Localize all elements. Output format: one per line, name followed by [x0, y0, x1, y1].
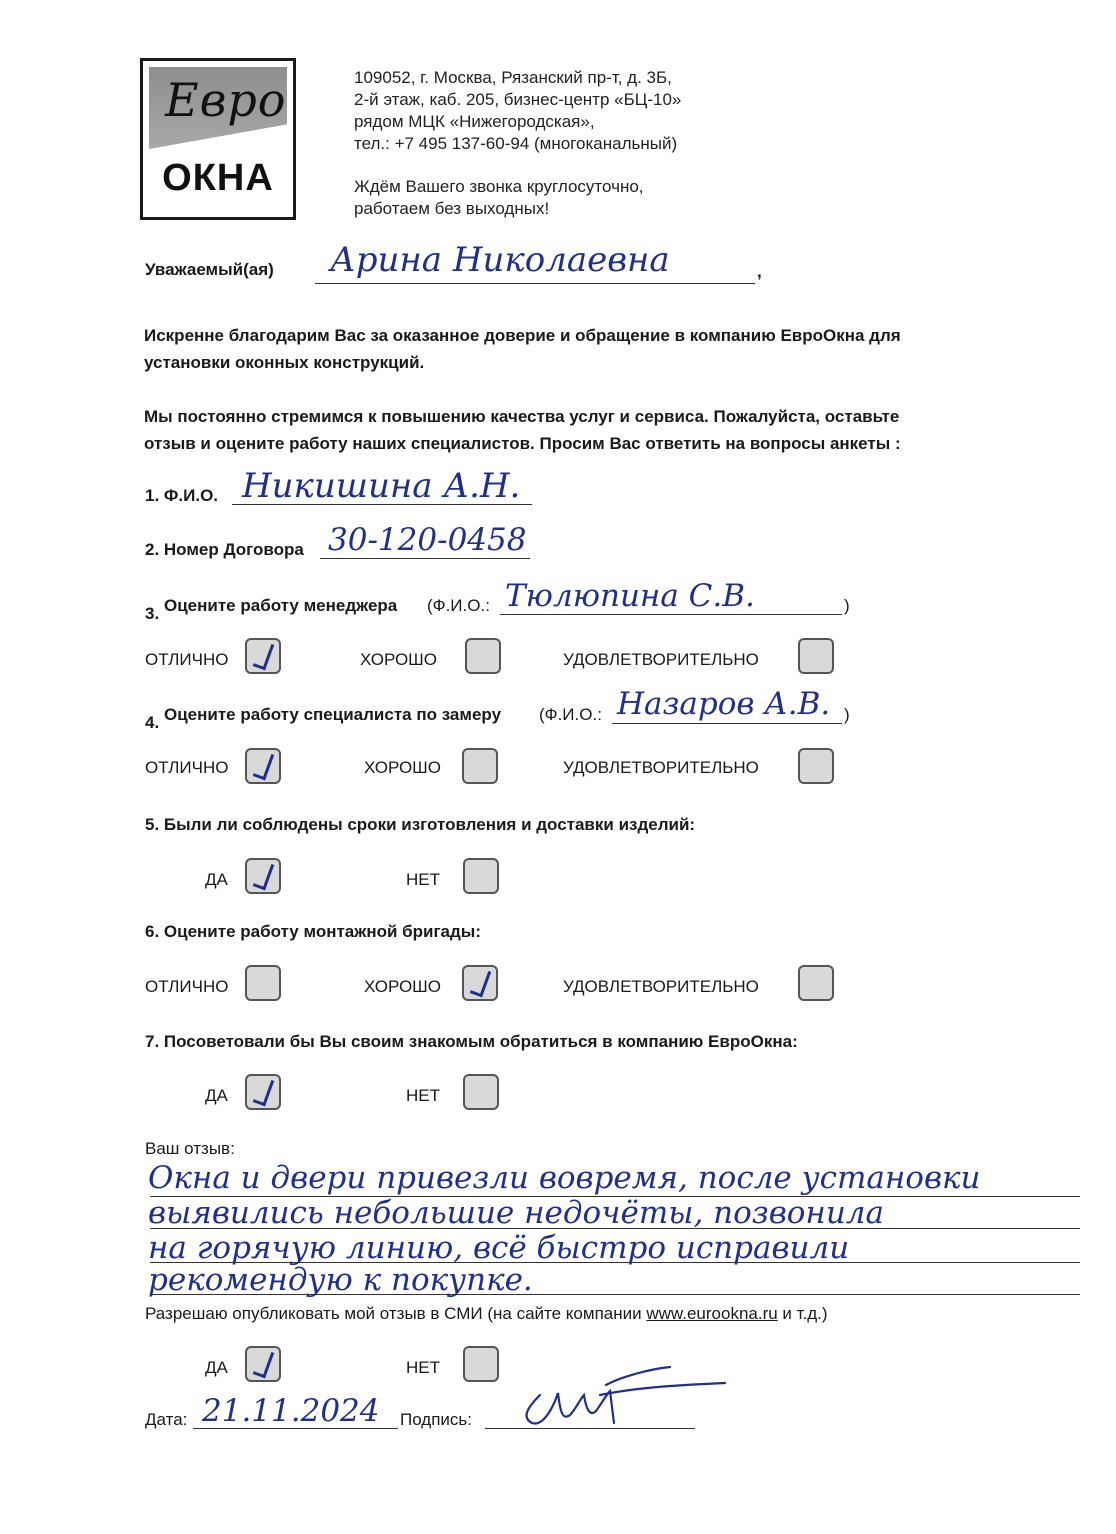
- q6-option-excellent-label: ОТЛИЧНО: [145, 977, 229, 996]
- q3-number: 3.: [145, 604, 160, 623]
- publish-option-no-label: НЕТ: [406, 1358, 440, 1377]
- review-text-line-3: на горячую линию, всё быстро исправили: [148, 1230, 850, 1266]
- q1-fio-handwritten: Никишина А.Н.: [242, 466, 521, 506]
- signature-scribble: [510, 1355, 730, 1435]
- publish-option-yes-label: ДА: [205, 1358, 228, 1377]
- q4-fio-label: (Ф.И.О.:: [539, 705, 602, 724]
- company-logo: [140, 58, 296, 220]
- intro-p1-line1: Искренне благодарим Вас за оказанное доверие и обращение в компанию ЕвроОкна для: [144, 326, 901, 345]
- q7-option-yes-label: ДА: [205, 1086, 228, 1105]
- q4-option-excellent-label: ОТЛИЧНО: [145, 758, 229, 777]
- intro-p2-line1: Мы постоянно стремимся к повышению качества услуг и сервиса. Пожалуйста, оставьте: [144, 407, 900, 426]
- publish-checkbox-no[interactable]: [463, 1346, 499, 1382]
- q6-checkbox-good[interactable]: [462, 965, 498, 1001]
- q4-option-good-label: ХОРОШО: [364, 758, 441, 777]
- q4-specialist-handwritten: Назаров А.В.: [617, 686, 831, 722]
- phone-line: тел.: +7 495 137-60-94 (многоканальный): [354, 134, 678, 153]
- q3-fio-label: (Ф.И.О.:: [427, 596, 490, 615]
- q3-label: Оцените работу менеджера: [164, 596, 398, 615]
- greeting-line: [315, 283, 755, 284]
- q4-number: 4.: [145, 713, 160, 732]
- review-text-line-1: Окна и двери привезли вовремя, после установки: [148, 1160, 981, 1196]
- q6-checkbox-excellent[interactable]: [245, 965, 281, 1001]
- logo-euro-text: Евро: [165, 73, 287, 127]
- address-line-1: 109052, г. Москва, Рязанский пр-т, д. 3Б,: [354, 68, 672, 87]
- greeting-comma: ,: [757, 262, 762, 281]
- q6-option-good-label: ХОРОШО: [364, 977, 441, 996]
- intro-p2-line2: отзыв и оцените работу наших специалистов. Просим Вас ответить на вопросы анкеты :: [144, 434, 901, 453]
- q4-checkbox-satisfactory[interactable]: [798, 748, 834, 784]
- call-line-1: Ждём Вашего звонка круглосуточно,: [354, 177, 644, 196]
- logo-okna-text: ОКНА: [162, 157, 274, 199]
- q7-label: 7. Посоветовали бы Вы своим знакомым обратиться в компанию ЕвроОкна:: [145, 1032, 798, 1051]
- q1-label: 1. Ф.И.О.: [145, 486, 219, 505]
- publish-consent-post: и т.д.): [777, 1304, 828, 1323]
- q5-label: 5. Были ли соблюдены сроки изготовления и доставки изделий:: [145, 815, 696, 834]
- q3-option-excellent-label: ОТЛИЧНО: [145, 650, 229, 669]
- greeting-name-handwritten: Арина Николаевна: [330, 240, 670, 280]
- q6-label: 6. Оцените работу монтажной бригады:: [145, 922, 481, 941]
- q3-checkbox-satisfactory[interactable]: [798, 638, 834, 674]
- q3-checkbox-excellent[interactable]: [245, 638, 281, 674]
- q4-line: [612, 723, 842, 724]
- q3-close-paren: ): [844, 596, 850, 615]
- q5-option-yes-label: ДА: [205, 870, 228, 889]
- date-handwritten: 21.11.2024: [202, 1393, 380, 1429]
- review-label: Ваш отзыв:: [145, 1139, 235, 1158]
- review-text-line-4: рекомендую к покупке.: [148, 1262, 533, 1298]
- publish-checkbox-yes[interactable]: [245, 1346, 281, 1382]
- review-text-line-2: выявились небольшие недочёты, позвонила: [148, 1195, 885, 1231]
- q2-contract-handwritten: 30-120-0458: [328, 522, 527, 558]
- q4-label: Оцените работу специалиста по замеру: [164, 705, 502, 724]
- q4-checkbox-good[interactable]: [462, 748, 498, 784]
- q6-option-satisfactory-label: УДОВЛЕТВОРИТЕЛЬНО: [563, 977, 759, 996]
- q3-option-good-label: ХОРОШО: [360, 650, 437, 669]
- q3-line: [500, 614, 842, 615]
- q7-checkbox-no[interactable]: [463, 1074, 499, 1110]
- intro-p1-line2: установки оконных конструкций.: [144, 353, 425, 372]
- date-label: Дата:: [145, 1410, 188, 1429]
- q4-checkbox-excellent[interactable]: [245, 748, 281, 784]
- q4-close-paren: ): [844, 705, 850, 724]
- q3-option-satisfactory-label: УДОВЛЕТВОРИТЕЛЬНО: [563, 650, 759, 669]
- q7-checkbox-yes[interactable]: [245, 1074, 281, 1110]
- site-link[interactable]: www.eurookna.ru: [646, 1304, 778, 1323]
- signature-label: Подпись:: [400, 1410, 473, 1429]
- q3-manager-handwritten: Тюлюпина С.В.: [505, 578, 755, 614]
- publish-consent-pre: Разрешаю опубликовать мой отзыв в СМИ (на сайте компании: [145, 1304, 647, 1323]
- q5-option-no-label: НЕТ: [406, 870, 440, 889]
- q3-checkbox-good[interactable]: [465, 638, 501, 674]
- q5-checkbox-no[interactable]: [463, 858, 499, 894]
- q2-line: [320, 558, 530, 559]
- q6-checkbox-satisfactory[interactable]: [798, 965, 834, 1001]
- address-line-3: рядом МЦК «Нижегородская»,: [354, 112, 595, 131]
- q2-label: 2. Номер Договора: [145, 540, 304, 559]
- greeting-label: Уважаемый(ая): [145, 260, 274, 279]
- address-line-2: 2-й этаж, каб. 205, бизнес-центр «БЦ-10»: [354, 90, 682, 109]
- q7-option-no-label: НЕТ: [406, 1086, 440, 1105]
- publish-consent: [145, 1304, 828, 1324]
- q4-option-satisfactory-label: УДОВЛЕТВОРИТЕЛЬНО: [563, 758, 759, 777]
- call-line-2: работаем без выходных!: [354, 199, 550, 218]
- q5-checkbox-yes[interactable]: [245, 858, 281, 894]
